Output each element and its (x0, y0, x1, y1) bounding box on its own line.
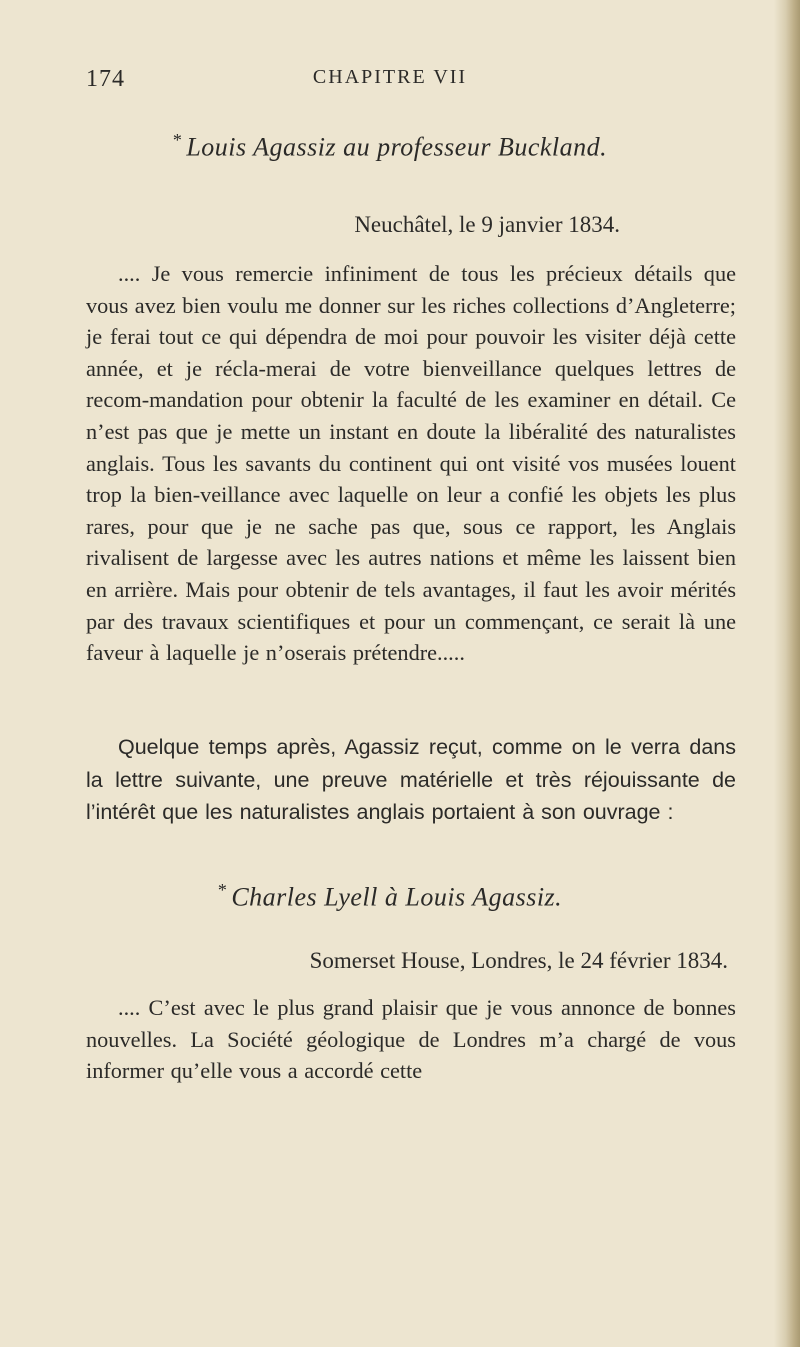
letter2-heading (0, 880, 780, 913)
letter2-body: .... C’est avec le plus grand plaisir que je vous annonce de bonnes nouvelles. La Société géologique de Londres m’a chargé de vous informer qu’elle vous a accordé cette (86, 995, 736, 1084)
running-title: CHAPITRE VII (312, 66, 468, 88)
letter2-heading-text: Charles Lyell à Louis Agassiz. (231, 882, 563, 912)
letter1-heading (0, 130, 780, 163)
narrative-paragraph: Quelque temps après, Agassiz reçut, comme on le verra dans la lettre suivante, une preuve matérielle et très réjouissante de l’intérêt que les naturalistes anglais portaient à son ouvrage : (86, 735, 736, 824)
page-number: 174 (86, 66, 125, 92)
letter1-body: .... Je vous remercie infiniment de tous les précieux détails que vous avez bien voulu me donner sur les riches collections d’Angleterre; je ferai tout ce qui dépendra de moi pour pouvoir les visiter déjà cette année, et je récla-merai de votre bienveillance quelques lettres de recom-mandation pour obtenir la faculté de les examiner en détail. Ce n’est pas que je mette un instant en doute la libéralité des naturalistes anglais. Tous les savants du continent qui ont visité vos musées louent trop la bien-veillance avec laquelle on leur a confié les objets les plus rares, pour que je ne sache pas que, sous ce rapport, les Anglais rivalisent de largesse avec les autres nations et même les laissent bien en arrière. Mais pour obtenir de tels avantages, il faut les avoir mérités par des travaux scientifiques et pour un commençant, ce serait là une faveur à laquelle je n’oserais prétendre..... (86, 261, 736, 666)
letter1-heading-text: Louis Agassiz au professeur Buckland. (186, 132, 608, 162)
footnote-mark: * (172, 130, 183, 150)
footnote-mark: * (217, 880, 228, 900)
letter2-dateline: Somerset House, Londres, le 24 février 1834. (309, 948, 728, 973)
page-edge-shadow (774, 0, 800, 1347)
letter1-dateline: Neuchâtel, le 9 janvier 1834. (354, 212, 620, 237)
